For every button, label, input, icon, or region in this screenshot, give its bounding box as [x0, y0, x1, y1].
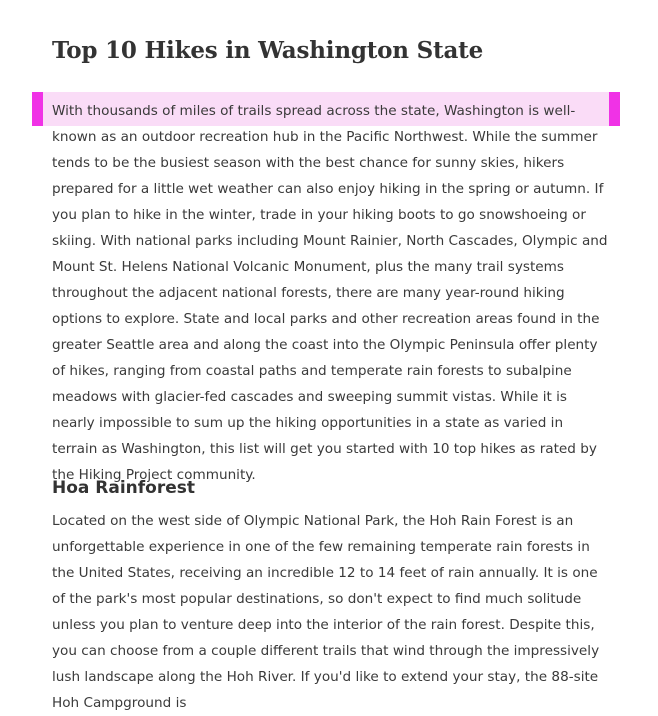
intro-paragraph: With thousands of miles of trails spread across the state, Washington is well-known as an outdoor recreation hub in the Pacific Northwest. While the summer tends to be the busiest season with the best chance for sunny skies, hikers prepared for a little wet weather can also enjoy hiking in the spring or autumn. If you plan to hike in the winter, trade in your hiking boots to go snowshoeing or skiing. With national parks including Mount Rainier, North Cascades, Olympic and Mount St. Helens National Volcanic Monument, plus the many trail systems throughout the adjacent national forests, there are many year-round hiking options to explore. State and local parks and other recreation areas found in the greater Seattle area and along the coast into the Olympic Peninsula offer plenty of hikes, ranging from coastal paths and temperate rain forests to subalpine meadows with glacier-fed cascades and sweeping summit vistas. While it is nearly impossible to sum up the hiking opportunities in a state as varied in terrain as Washington, this list will get you started with 10 top hikes as rated by the Hiking Project community.: [52, 103, 608, 483]
section-heading-hoh: Hoa Rainforest: [52, 478, 196, 498]
section-body-hoh: Located on the west side of Olympic National Park, the Hoh Rain Forest is an unforgettable experience in one of the few remaining temperate rain forests in the United States, receiving an incredible 12 to 14 feet of rain annually. It is one of the park's most popular destinations, so don't expect to find much solitude unless you plan to venture deep into the interior of the rain forest. Despite this, you can choose from a couple different trails that wind through the impressively lush landscape along the Hoh River. If you'd like to extend your stay, the 88-site Hoh Campground is: [52, 513, 600, 711]
page-title: Top 10 Hikes in Washington State: [52, 37, 484, 64]
